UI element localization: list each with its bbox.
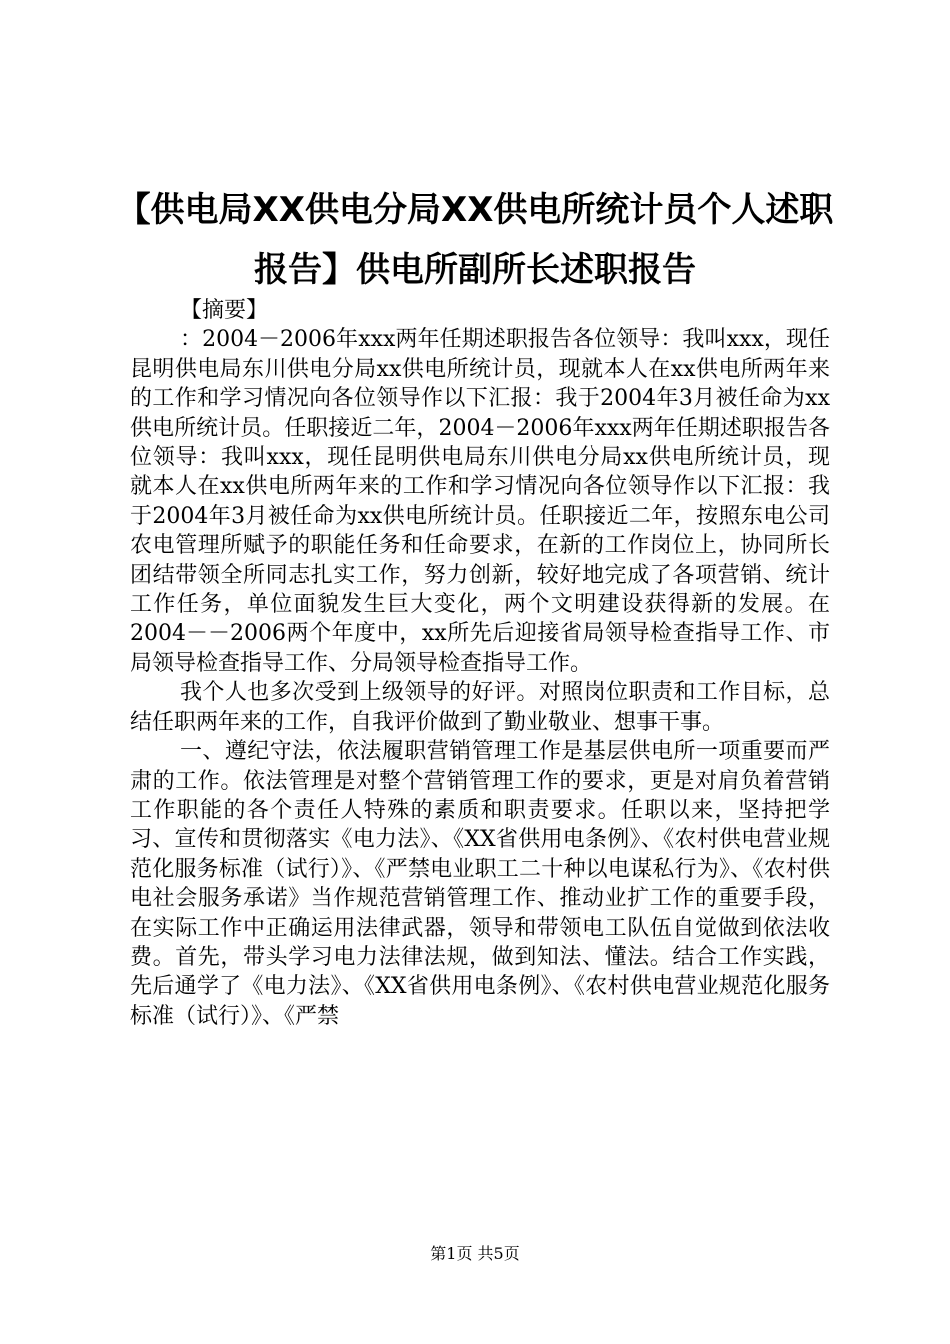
document-title: 【供电局XX供电分局XX供电所统计员个人述职报告】供电所副所长述职报告 bbox=[116, 190, 834, 290]
abstract-label: 【摘要】 bbox=[180, 298, 269, 323]
page-footer: 第1页 共5页 bbox=[430, 1244, 520, 1263]
document-body bbox=[130, 296, 830, 1031]
paragraph-2: 我个人也多次受到上级领导的好评。对照岗位职责和工作目标，总结任职两年来的工作，自我评价做到了勤业敬业、想事干事。 bbox=[130, 680, 830, 735]
paragraph-3: 一、遵纪守法，依法履职营销管理工作是基层供电所一项重要而严肃的工作。依法管理是对整个营销管理工作的要求，更是对肩负着营销工作职能的各个责任人特殊的素质和职责要求。任职以来，坚持把学习、宣传和贯彻落实《电力法》、《XX省供用电条例》、《农村供电营业规范化服务标准（试行）》、《严禁电业职工二十种以电谋私行为》、《农村供电社会服务承诺》当作规范营销管理工作、推动业扩工作的重要手段，在实际工作中正确运用法律武器，领导和带领电工队伍自觉做到依法收费。首先，带头学习电力法律法规，做到知法、懂法。结合工作实践，先后通学了《电力法》、《XX省供用电条例》、《农村供电营业规范化服务标准（试行）》、《严禁 bbox=[130, 739, 830, 1029]
paragraph-1: ：2004－2006年xxx两年任期述职报告各位领导：我叫xxx，现任昆明供电局东川供电分局xx供电所统计员，现就本人在xx供电所两年来的工作和学习情况向各位领导作以下汇报：我于2004年3月被任命为xx供电所统计员。任职接近二年，2004－2006年xxx两年任期述职报告各位领导：我叫xxx，现任昆明供电局东川供电分局xx供电所统计员，现就本人在xx供电所两年来的工作和学习情况向各位领导作以下汇报：我于2004年3月被任命为xx供电所统计员。任职接近二年，按照东电公司农电管理所赋予的职能任务和任命要求，在新的工作岗位上，协同所长团结带领全所同志扎实工作，努力创新，较好地完成了各项营销、统计工作任务，单位面貌发生巨大变化，两个文明建设获得新的发展。在2004－－2006两个年度中，xx所先后迎接省局领导检查指导工作、市局领导检查指导工作、分局领导检查指导工作。 bbox=[130, 327, 830, 676]
